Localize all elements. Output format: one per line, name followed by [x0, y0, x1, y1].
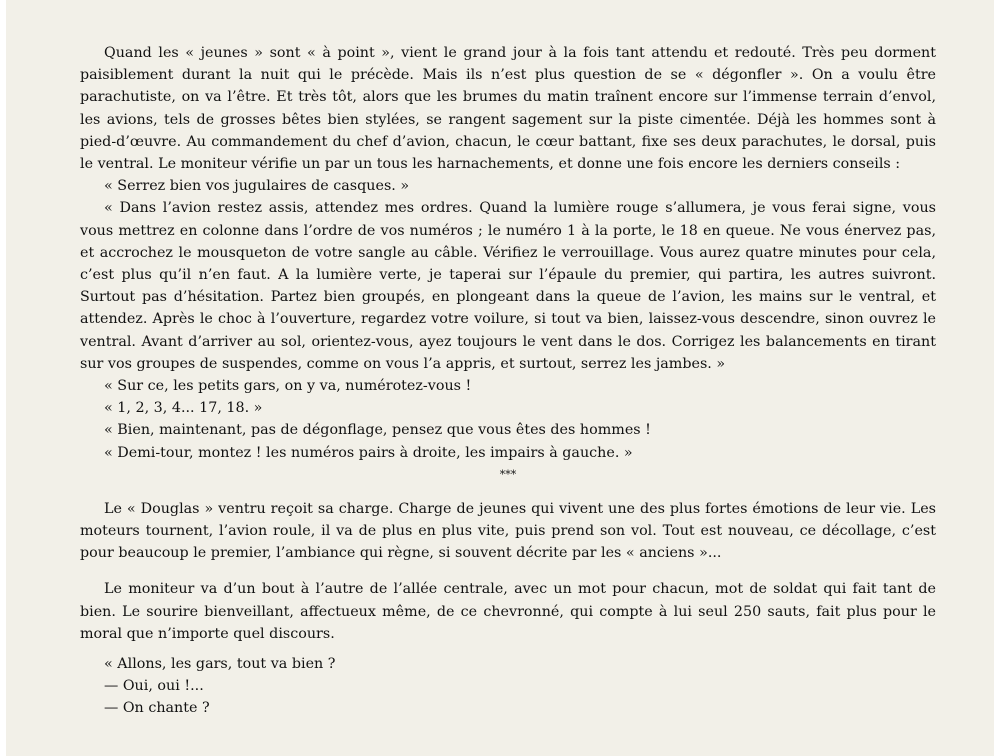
dialogue-line: « Demi-tour, montez ! les numéros pairs à droite, les impairs à gauche. » — [104, 444, 633, 461]
dialogue-line: « 1, 2, 3, 4... 17, 18. » — [104, 400, 263, 417]
left-page-edge — [0, 0, 6, 756]
dialogue-line: « Bien, maintenant, pas de dégonflage, pensez que vous êtes des hommes ! — [104, 422, 651, 439]
instruction-helmets: « Serrez bien vos jugulaires de casques. » — [104, 178, 410, 195]
dialogue-line: « Sur ce, les petits gars, on y va, numérotez-vous ! — [104, 378, 472, 395]
text-column — [80, 42, 936, 720]
dialogue-line: — Oui, oui !... — [104, 678, 204, 695]
dialogue-line: — On chante ? — [104, 700, 210, 717]
douglas-paragraph: Le « Douglas » ventru reçoit sa charge. Charge de jeunes qui vivent une des plus fortes émotions de leur vie. Les moteurs tournent, l’avion roule, il va de plus en plus vite, puis prend son vol. Tout est nouveau, ce décollage, c’est pour beaucoup le premier, l’ambiance qui règne, si souvent décrite par les « anciens »... — [80, 500, 936, 562]
instructor-paragraph: Le moniteur va d’un bout à l’autre de l’allée centrale, avec un mot pour chacun, mot de soldat qui fait tant de bien. Le sourire bienveillant, affectueux même, de ce chevronné, qui compte à lui seul 250 sauts, fait plus pour le moral que n’importe quel discours. — [80, 581, 936, 642]
section-separator: *** — [499, 467, 517, 481]
instruction-long: « Dans l’avion restez assis, attendez mes ordres. Quand la lumière rouge s’allumera, je vous ferai signe, vous vous mettrez en colonne dans l’ordre de vos numéros ; le numéro 1 à la porte, le 18 en queue. Ne vous énervez pas, et accrochez le mousqueton de votre sangle au câble. Vérifiez le verrouillage. Vous aurez quatre minutes pour cela, c’est plus qu’il n’en faut. A la lumière verte, je taperai sur l’épaule du premier, qui partira, les autres suivront. Surtout pas d’hésitation. Partez bien groupés, en plongeant dans la queue de l’avion, les mains sur le ventral, et attendez. Après le choc à l’ouverture, regardez votre voilure, si tout va bien, laissez-vous descendre, sinon ouvrez le ventral. Avant d’arriver au sol, orientez-vous, ayez toujours le vent dans le dos. Corrigez les balancements en tirant sur vos groupes de suspendes, comme on vous l’a appris, et surtout, serrez les jambes. » — [80, 200, 936, 372]
dialogue-line: « Allons, les gars, tout va bien ? — [104, 656, 336, 673]
right-page-edge — [994, 0, 1000, 756]
intro-paragraph: Quand les « jeunes » sont « à point », vient le grand jour à la fois tant attendu et redouté. Très peu dorment paisiblement durant la nuit qui le précède. Mais ils n’est plus question de se « dégonfler ». On a voulu être parachutiste, on va l’être. Et très tôt, alors que les brumes du matin traînent encore sur l’immense terrain d’envol, les avions, tels de grosses bêtes bien stylées, se rangent sagement sur la piste cimentée. Déjà les hommes sont à pied-d’œuvre. Au commandement du chef d’avion, chacun, le cœur battant, fixe ses deux parachutes, le dorsal, puis le ventral. Le moniteur vérifie un par un tous les harnachements, et donne une fois encore les derniers conseils : — [80, 45, 936, 173]
